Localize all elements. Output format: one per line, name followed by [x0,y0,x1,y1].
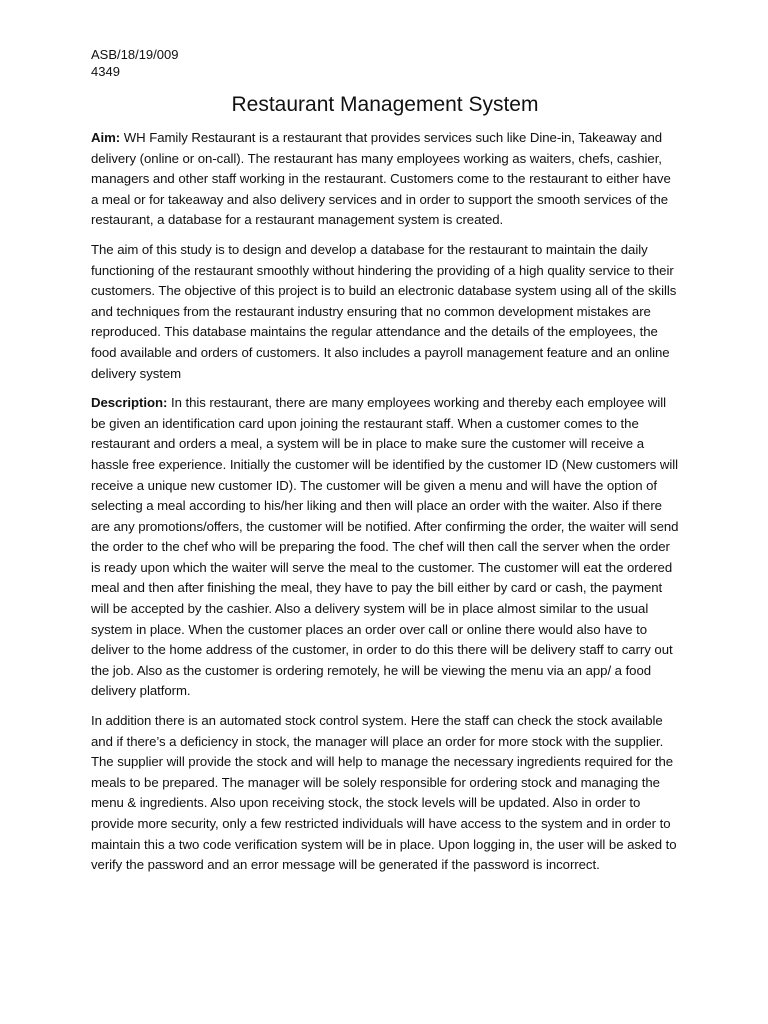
reference-number: 4349 [91,64,120,79]
paragraph-lead: Description: [91,395,168,411]
document-title: Restaurant Management System [231,93,539,116]
paragraph-aim [91,128,679,231]
paragraph-study-aim [91,240,679,384]
document-page [91,46,679,885]
paragraph-text: In this restaurant, there are many employees working and thereby each employee will be given an identification card upon joining the restaurant staff. When a customer comes to the restaurant and orders a meal, a system will be in place to make sure the customer will receive a hassle free experience. Initially the customer will be identified by the customer ID (New customers will receive a unique new customer ID). The customer will be given a menu and will have the option of selecting a meal according to his/her liking and then will place an order with the waiter. Also if there are any promotions/offers, the customer will be notified. After confirming the order, the waiter will send the order to the chef who will be preparing the food. The chef will then call the server when the order is ready upon which the waiter will serve the meal to the customer. The customer will eat the ordered meal and then after finishing the meal, they have to pay the bill either by card or cash, the payment will be accepted by the cashier. Also a delivery system will be in place almost similar to the usual system in place. When the customer places an order over call or online there would also have to deliver to the home address of the customer, in order to do this there will be delivery staff to carry out the job. Also as the customer is ordering remotely, he will be viewing the menu via an app/ a food delivery platform. [91,395,679,699]
paragraph-description [91,393,679,702]
reference-code: ASB/18/19/009 [91,47,179,62]
paragraph-stock-control [91,711,679,876]
paragraph-text: In addition there is an automated stock control system. Here the staff can check the stock available and if there’s a deficiency in stock, the manager will place an order for more stock with the supplier. The supplier will provide the stock and will help to manage the necessary ingredients required for the meals to be prepared. The manager will be solely responsible for ordering stock and managing the menu & ingredients. Also upon receiving stock, the stock levels will be updated. Also in order to provide more security, only a few restricted individuals will have access to the system and in order to maintain this a two code verification system will be in place. Upon logging in, the user will be asked to verify the password and an error message will be generated if the password is incorrect. [91,713,677,873]
paragraph-text: The aim of this study is to design and develop a database for the restaurant to maintain the daily functioning of the restaurant smoothly without hindering the providing of a high quality service to their customers. The objective of this project is to build an electronic database system using all of the skills and techniques from the restaurant industry ensuring that no common development mistakes are reproduced. This database maintains the regular attendance and the details of the employees, the food available and orders of customers. It also includes a payroll management feature and an online delivery system [91,241,677,381]
paragraph-lead: Aim: [91,130,121,145]
paragraph-text: WH Family Restaurant is a restaurant that provides services such like Dine-in, Takeaway and delivery (online or on-call). The restaurant has many employees working as waiters, chefs, cashier, managers and other staff working in the restaurant. Customers come to the restaurant to either have a meal or for takeaway and also delivery services and in order to support the smooth services of the restaurant, a database for a restaurant management system is created. [91,130,671,228]
